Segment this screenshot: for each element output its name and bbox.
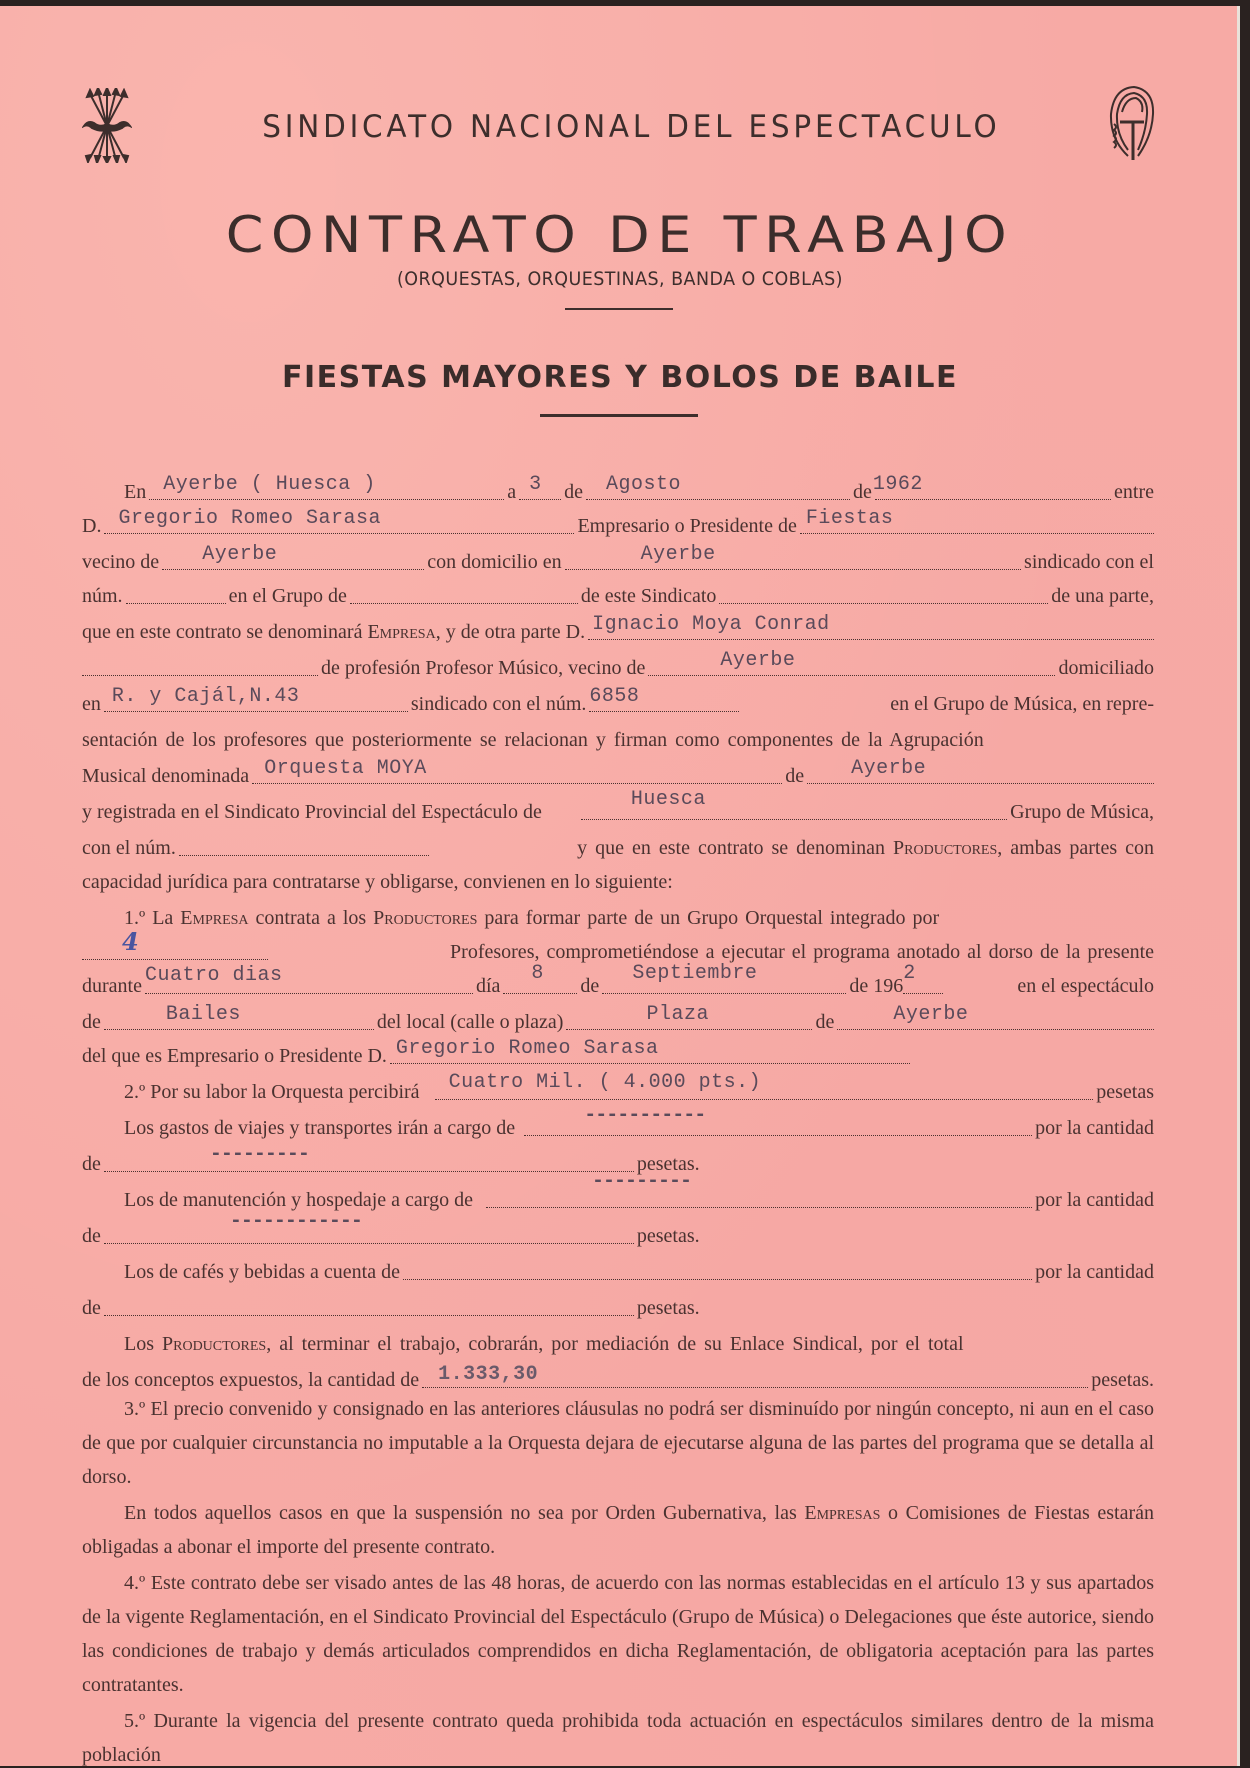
clause-1-suffix: para formar parte de un Grupo Orquestal integrado por [477,907,940,929]
travel-label: Los gastos de viajes y transportes irán a cargo de [124,1117,516,1139]
line-employer-residence [82,544,1154,574]
num-label: núm. [82,585,123,607]
venue-value: Plaza [646,1003,709,1026]
employer-name-field[interactable] [104,507,574,534]
venue-town-field[interactable] [837,1003,1154,1030]
employer-name-value: Gregorio Romeo Sarasa [118,507,381,530]
clause-2-line-drinks [82,1254,1154,1284]
productores-word: Productores [893,837,998,859]
musician-num-field[interactable] [589,685,739,712]
suspension-suffix: o Comisiones de Fiestas estarán obligadas a abonar el importe del presente contrato. [82,1502,1154,1558]
employer-role-label: Empresario o Presidente de [577,515,797,537]
line-musician [82,614,1154,644]
place-field[interactable] [149,473,504,500]
employer-num-field[interactable] [126,581,226,604]
presidente-label: del que es Empresario o Presidente D. [82,1045,387,1067]
venue-de-label: de [815,1011,835,1033]
total-currency: pesetas. [1091,1369,1154,1391]
musician-name-value: Ignacio Moya Conrad [592,613,830,636]
grupo-label: en el Grupo de [228,585,347,607]
clause-1-line-2 [82,927,1154,964]
drinks-currency: pesetas. [636,1297,700,1319]
travel-amount-value: --------- [209,1143,309,1166]
payment-productores: Productores [162,1333,267,1355]
year-field[interactable] [872,473,1111,500]
drinks-label: Los de cafés y bebidas a cuenta de [124,1261,400,1283]
clause-2-line-fee [82,1071,1154,1104]
line-orchestra-num [82,830,1154,860]
document-title: CONTRATO DE TRABAJO [225,206,1015,264]
clause-2-line-board [82,1170,1154,1212]
suspension-prefix: En todos aquellos casos en que la suspensión no sea por Orden Gubernativa, las [124,1502,805,1524]
board-amount-label: por la cantidad [1035,1189,1154,1211]
suspension-clause [82,1496,1154,1564]
line-capacity [82,864,1154,894]
empresa-clause [82,621,588,644]
employer-domicilio-field[interactable] [565,543,1021,570]
month-value: Agosto [606,473,682,496]
between-label: entre [1114,481,1154,503]
profesores-text: Profesores, comprometiéndose a ejecutar el programa anotado al dorso de la presente [450,941,1154,963]
payment-line-1 [82,1326,1154,1356]
employer-vecino-field[interactable] [162,543,424,570]
clause-3: 3.º El precio convenido y consignado en las anteriores cláusulas no podrá ser disminuído por ningún concepto, ni aun en el caso de que por cualquier circunstancia no imputable a la Orquesta dejara de ejecutarse alguna de las partes del programa que se detalla al dorso. [82,1398,1154,1488]
document-subtitle: (ORQUESTAS, ORQUESTINAS, BANDA O COBLAS) [397,268,843,290]
total-label: de los conceptos expuestos, la cantidad de [82,1369,420,1391]
day-value: 3 [529,473,542,496]
employer-vecino-value: Ayerbe [202,543,278,566]
en-label: en [82,693,101,715]
payment-line-2 [82,1362,1154,1392]
show-type-value: Bailes [165,1003,241,1026]
line-place-date [82,474,1154,504]
registrada-label: y registrada en el Sindicato Provincial del Espectáculo de [82,801,542,823]
presidente-name-value: Gregorio Romeo Sarasa [395,1037,659,1060]
board-amount-value: ------------ [229,1210,362,1233]
section-title: FIESTAS MAYORES Y BOLOS DE BAILE [282,360,958,395]
musician-name-cont-field[interactable] [82,653,318,676]
clause-2-line-board-amount [82,1210,1154,1248]
orchestra-name-value: Orquesta MOYA [264,757,427,780]
musical-label: Musical denominada [82,765,250,787]
sindicato-label: de este Sindicato [580,585,717,607]
travel-de-label: de [82,1153,101,1175]
drinks-amount-field[interactable] [104,1293,634,1316]
grupo-musica-label-2: Grupo de Música, [1010,801,1154,823]
contract-body [82,6,1154,1766]
duration-value: Cuatro dias [144,964,283,987]
event-month-field[interactable] [602,962,846,994]
board-payer-field[interactable] [486,1170,1032,1208]
fee-field[interactable] [435,1071,1094,1100]
clause-4: 4.º Este contrato debe ser visado antes de las 48 horas, de acuerdo con las normas establecidas en el artículo 13 y sus apartados de la vigente Reglamentación, en el Sindicato Provincial del Espectáculo (Grupo de Música) o Delegaciones que éste autorice, siendo las condiciones de trabajo y demás articulados comprendidos en dicha Reglamentación, de obligatoria aceptación para las partes contratantes. [82,1572,1154,1696]
empresa-suffix: , y de otra parte D. [435,621,586,643]
event-year-value: 2 [903,962,916,985]
day-field[interactable] [519,473,561,500]
payment-suffix: , al terminar el trabajo, cobrarán, por mediación de su Enlace Sindical, por el total [266,1333,964,1355]
drinks-amount-label: por la cantidad [1035,1261,1154,1283]
empresa-word: Empresa [367,621,436,643]
local-label: del local (calle o plaza) [376,1011,564,1033]
province-field[interactable] [581,788,1007,820]
musician-vecino-value: Ayerbe [720,649,796,672]
presidente-name-field[interactable] [390,1037,910,1064]
orchestra-de-label: de [785,765,805,787]
musician-name-field[interactable] [588,613,1154,640]
year-label: de [853,481,872,503]
board-payer-value: --------- [591,1170,691,1193]
empresa-prefix: que en este contrato se denominará [82,621,368,643]
line-registration [82,788,1154,824]
travel-currency: pesetas. [636,1153,700,1175]
employer-role-field[interactable] [800,507,1154,534]
clause-2-label: 2.º Por su labor la Orquesta percibirá [124,1081,420,1103]
day-label: a [507,481,517,503]
event-year-prefix: de 196 [849,975,904,997]
travel-payer-value: ----------- [584,1104,706,1127]
clause-1-prefix: 1.º La [124,907,181,929]
clause-1-empresa: Empresa [180,907,249,929]
place-value: Ayerbe ( Huesca ) [163,473,376,496]
employer-role-value: Fiestas [805,507,894,530]
line-employer [82,508,1154,538]
event-day-field[interactable] [503,962,577,994]
durante-label: durante [82,975,142,997]
musician-address-field[interactable] [104,685,408,712]
fee-value: Cuatro Mil. ( 4.000 pts.) [448,1071,762,1094]
representation-text: sentación de los profesores que posteriormente se relacionan y firman como componentes de la Agrupación [82,729,984,751]
clause-1-productores: Productores [373,907,478,929]
orchestra-town-value: Ayerbe [851,757,927,780]
employer-sindicato-field[interactable] [719,581,1048,604]
una-parte-label: de una parte, [1051,585,1154,607]
productores-suffix: , ambas partes con [997,837,1154,859]
musician-address-value: R. y Cajál,N.43 [111,685,300,708]
clause-1-line-5 [82,1038,1154,1068]
domicilio-label: con domicilio en [427,551,562,573]
duration-field[interactable] [144,964,473,994]
clause-1-mid: contrata a los [248,907,374,929]
dia-label: día [475,975,501,997]
line-employer-syndicate [82,578,1154,608]
place-label: En [124,481,147,503]
line-representation [82,722,1154,752]
closing-clauses [82,1392,1154,1766]
payment-prefix: Los [124,1333,162,1355]
board-de-label: de [82,1225,101,1247]
organization-name: SINDICATO NACIONAL DEL ESPECTACULO [262,109,1001,145]
orchestra-name-field[interactable] [252,757,782,784]
board-currency: pesetas. [636,1225,700,1247]
productores-clause [574,837,1154,860]
productores-prefix: y que en este contrato se denominan [577,837,894,859]
num-profesores-field[interactable] [82,927,268,960]
contract-page [0,6,1240,1766]
clause-1-line-4 [82,1004,1154,1034]
capacity-text: capacidad jurídica para contratarse y obligarse, convienen en lo siguiente: [82,871,673,893]
month-field[interactable] [586,473,850,500]
sindicado-label: sindicado con el [1024,551,1154,573]
board-label: Los de manutención y hospedaje a cargo de [124,1189,473,1211]
board-amount-field[interactable] [104,1210,634,1244]
travel-amount-field[interactable] [104,1143,634,1172]
fee-currency: pesetas [1096,1081,1154,1103]
province-value: Huesca [630,788,706,811]
con-num-label: con el núm. [82,837,176,859]
event-year-field[interactable] [903,962,943,994]
event-day-value: 8 [531,962,544,985]
total-amount-field[interactable] [422,1365,1088,1388]
employer-domicilio-value: Ayerbe [640,543,716,566]
orchestra-town-field[interactable] [807,757,1154,784]
venue-town-value: Ayerbe [893,1003,969,1026]
show-de-label: de [82,1011,101,1033]
domiciliado-label: domiciliado [1058,657,1154,679]
travel-amount-label: por la cantidad [1035,1117,1154,1139]
venue-field[interactable] [566,1003,812,1030]
musician-num-value: 6858 [589,685,640,708]
clause-1-line-1 [82,900,1154,930]
num-profesores-value: 4 [122,927,140,956]
musician-vecino-field[interactable] [648,649,1055,676]
clause-1-intro [82,907,939,930]
event-de-label: de [580,975,600,997]
line-orchestra [82,758,1154,788]
payment-text [82,1333,964,1356]
line-musician-address [82,686,1154,716]
grupo-musica-label: en el Grupo de Música, en repre- [890,693,1154,715]
sindicado-num-label: sindicado con el núm. [410,693,587,715]
event-month-value: Septiembre [632,962,758,985]
clause-5: 5.º Durante la vigencia del presente contrato queda prohibida toda actuación en espectáculos similares dentro de la misma población [82,1710,1154,1766]
line-profession [82,650,1154,680]
profesion-label: de profesión Profesor Músico, vecino de [321,657,646,679]
vecino-label: vecino de [82,551,160,573]
d-label: D. [82,515,102,537]
show-type-field[interactable] [104,1003,374,1030]
clause-2-line-travel [82,1104,1154,1140]
clause-2-line-drinks-amount [82,1290,1154,1320]
travel-payer-field[interactable] [524,1104,1032,1136]
employer-grupo-field[interactable] [350,581,578,604]
total-amount-value: 1.333,30 [438,1363,539,1386]
month-label: de [564,481,583,503]
year-value: 1962 [872,473,923,496]
suspension-empresas: Empresas [804,1502,881,1524]
drinks-payer-field[interactable] [403,1257,1032,1280]
clause-1-line-3 [82,962,1154,998]
orchestra-num-field[interactable] [179,833,429,856]
drinks-de-label: de [82,1297,101,1319]
espectaculo-label: en el espectáculo [1017,975,1154,997]
